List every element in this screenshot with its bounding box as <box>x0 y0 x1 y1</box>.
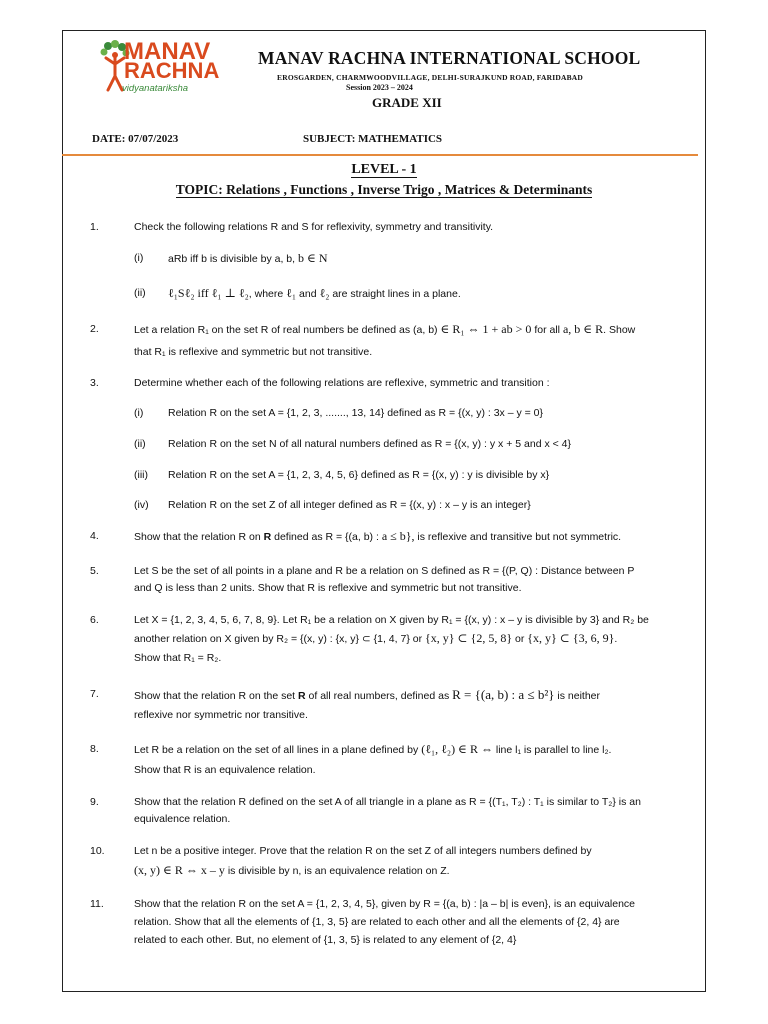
question-number: 2. <box>90 323 99 335</box>
question-text: equivalence relation. <box>134 813 231 825</box>
question-text: (x, y) ∈ R ⇔ x – y is divisible by n, is an equivalence relation on Z. <box>134 863 450 877</box>
question-text: Let X = {1, 2, 3, 4, 5, 6, 7, 8, 9}. Let R₁ be a relation on X given by R₁ = {(x, y) : x – y is divisible by 3} and R₂ be <box>134 614 649 626</box>
sub-label: (ii) <box>134 438 146 450</box>
question-text: Determine whether each of the following relations are reflexive, symmetric and transition : <box>134 377 550 389</box>
question-text: Show that the relation R on R defined as R = {(a, b) : a ≤ b}, is reflexive and transitive but not symmetric. <box>134 529 622 543</box>
question-text: another relation on X given by R₂ = {(x, y) : {x, y} ⊂ {1, 4, 7} or {x, y} ⊂ {2, 5, 8} or {x, y} ⊂ {3, 6, 9}. <box>134 631 618 645</box>
question-number: 11. <box>90 898 104 910</box>
question-number: 3. <box>90 377 99 389</box>
question-text: Show that the relation R defined on the set A of all triangle in a plane as R = {(T₁, T₂) : T₁ is similar to T₂} is an <box>134 796 641 808</box>
question-text: reflexive nor symmetric nor transitive. <box>134 709 308 721</box>
sub-label: (iv) <box>134 499 149 511</box>
question-text: Show that the relation R on the set R of all real numbers, defined as R = {(a, b) : a ≤ b²} is neither <box>134 687 600 702</box>
sub-text: Relation R on the set Z of all integer defined as R = {(x, y) : x – y is an integer} <box>168 499 531 511</box>
question-number: 9. <box>90 796 99 808</box>
question-number: 6. <box>90 614 99 626</box>
sub-text: Relation R on the set N of all natural numbers defined as R = {(x, y) : y x + 5 and x < 4} <box>168 438 572 450</box>
level-title: LEVEL - 1 <box>351 162 417 177</box>
question-text: Let n be a positive integer. Prove that the relation R on the set Z of all integers numbers defined by <box>134 845 592 857</box>
question-number: 5. <box>90 565 99 577</box>
sub-label: (i) <box>134 407 144 419</box>
question-number: 7. <box>90 688 99 700</box>
school-name: MANAV RACHNA INTERNATIONAL SCHOOL <box>258 48 641 68</box>
question-text: related to each other. But, no element of {1, 3, 5} is related to any element of {2, 4} <box>134 934 517 946</box>
question-text: that R₁ is reflexive and symmetric but not transitive. <box>134 346 373 358</box>
sub-label: (iii) <box>134 469 148 481</box>
school-logo <box>98 40 238 96</box>
sub-label: (i) <box>134 252 144 264</box>
question-number: 8. <box>90 743 99 755</box>
sub-label: (ii) <box>134 287 146 299</box>
sub-text: Relation R on the set A = {1, 2, 3, 4, 5, 6} defined as R = {(x, y) : y is divisible by x} <box>168 469 550 481</box>
sub-text: aRb iff b is divisible by a, b, b ∈ N <box>168 251 328 265</box>
question-text: Let R be a relation on the set of all lines in a plane defined by (ℓ₁, ℓ₂) ∈ R ⇔ line l₁ is parallel to line l₂. <box>134 742 612 756</box>
sub-text: ℓ₁Sℓ₂ iff ℓ₁ ⊥ ℓ₂, where ℓ₁ and ℓ₂ are straight lines in a plane. <box>168 286 461 300</box>
question-number: 10. <box>90 845 105 857</box>
school-address: EROSGARDEN, CHARMWOODVILLAGE, DELHI-SURAJKUND ROAD, FARIDABAD <box>277 73 584 82</box>
question-text: Show that R₁ = R₂. <box>134 652 222 664</box>
sub-text: Relation R on the set A = {1, 2, 3, ......., 13, 14} defined as R = {(x, y) : 3x – y = 0} <box>168 407 544 419</box>
question-number: 1. <box>90 221 99 233</box>
question-text: Show that R is an equivalence relation. <box>134 764 316 776</box>
question-text: Show that the relation R on the set A = {1, 2, 3, 4, 5}, given by R = {(a, b) : |a – b| is even}, is an equivalence <box>134 898 636 910</box>
question-text: Check the following relations R and S for reflexivity, symmetry and transitivity. <box>134 221 494 233</box>
logo-tagline: vidyanatariksha <box>122 83 189 94</box>
grade: GRADE XII <box>372 95 442 110</box>
logo-text-rachna: RACHNA <box>124 58 220 83</box>
question-text: Let a relation R₁ on the set R of real numbers be defined as (a, b) ∈ R₁ ⇔ 1 + ab > 0 for all a, b ∈ R. Show <box>134 322 636 336</box>
header-divider <box>62 154 698 156</box>
question-number: 4. <box>90 530 99 542</box>
question-text: Let S be the set of all points in a plane and R be a relation on S defined as R = {(P, Q) : Distance between P <box>134 565 635 577</box>
topic-title: TOPIC: Relations , Functions , Inverse Trigo , Matrices & Determinants <box>175 182 593 197</box>
question-text: and Q is less than 2 units. Show that R is reflexive and symmetric but not transitive. <box>134 582 522 594</box>
question-text: relation. Show that all the elements of {1, 3, 5} are related to each other and all the elements of {2, 4} are <box>134 916 620 928</box>
logo-text-manav: MANAV <box>124 38 211 65</box>
date: DATE: 07/07/2023 <box>92 133 179 145</box>
session: Session 2023 – 2024 <box>346 83 413 92</box>
subject: SUBJECT: MATHEMATICS <box>303 133 443 145</box>
